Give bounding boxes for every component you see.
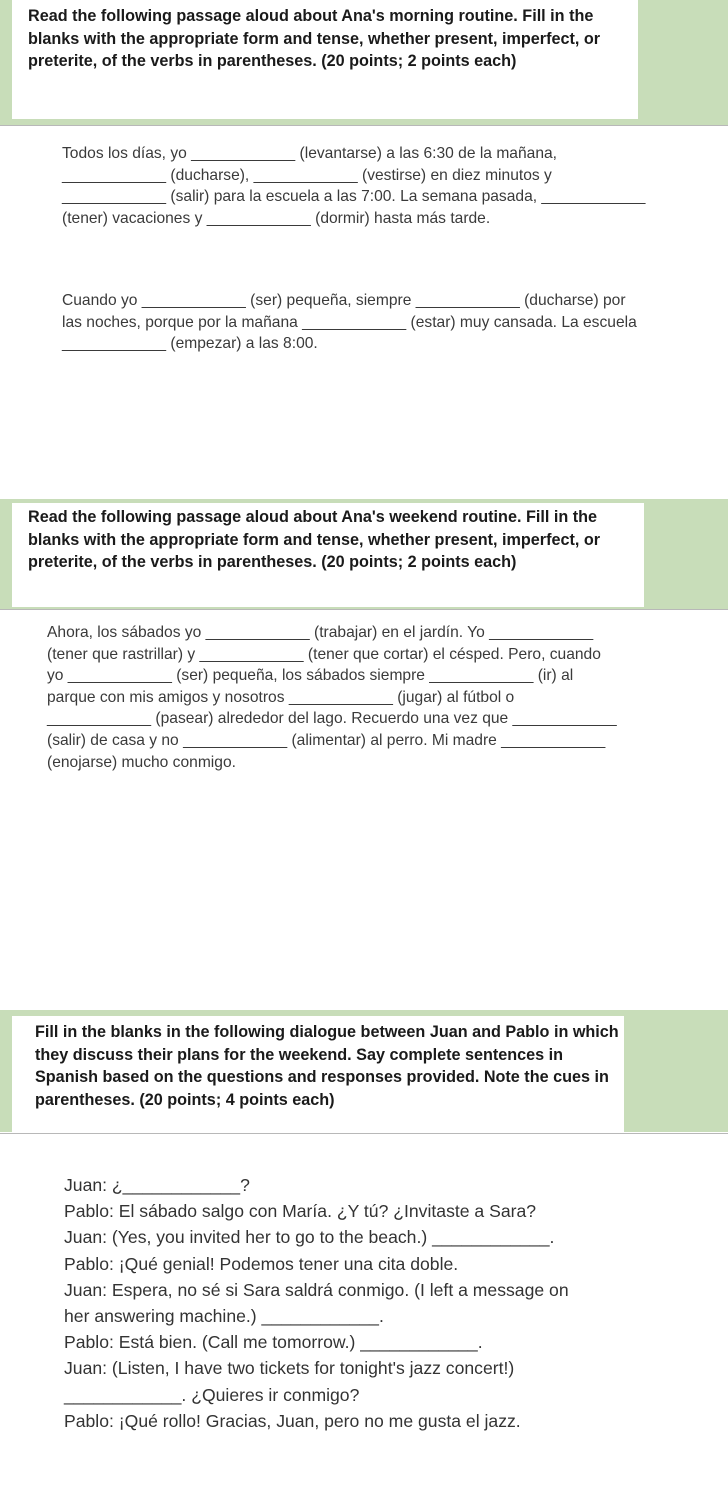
section3-header <box>0 1010 728 1132</box>
section3-divider <box>0 1133 728 1134</box>
section1-header <box>0 0 728 125</box>
section2-header <box>0 499 728 609</box>
dialogue-line: her answering machine.) ____________. <box>64 1306 384 1327</box>
section1-paragraph-2: Cuando yo ____________ (ser) pequeña, siempre ____________ (ducharse) por las noches, porque por la mañana ____________ (estar) muy cansada. La escuela ____________ (empezar) a las 8:00. <box>62 292 637 353</box>
dialogue-line: ____________. ¿Quieres ir conmigo? <box>64 1384 360 1405</box>
dialogue-line: Juan: Espera, no sé si Sara saldrá conmigo. (I left a message on <box>64 1279 569 1300</box>
dialogue-line: Juan: (Listen, I have two tickets for tonight's jazz concert!) <box>64 1358 515 1379</box>
section2-paragraph: Ahora, los sábados yo ____________ (trabajar) en el jardín. Yo ____________ (tener que rastrillar) y ____________ (tener que cortar) el césped. Pero, cuando yo ____________ (ser) pequeña, los sábados siempre ____________ (ir) al parque con mis amigos y nosotros ____________ (jugar) al fútbol o ____________ (pasear) alrededor del lago. Recuerdo una vez que ____________ (salir) de casa y no ____________ (alimentar) al perro. Mi madre ____________ (enojarse) mucho conmigo. <box>47 624 617 771</box>
dialogue-line: Pablo: El sábado salgo con María. ¿Y tú? ¿Invitaste a Sara? <box>64 1201 537 1222</box>
dialogue-line: Pablo: ¡Qué genial! Podemos tener una cita doble. <box>64 1253 459 1274</box>
section3-instructions: Fill in the blanks in the following dialogue between Juan and Pablo in which they discuss their plans for the weekend. Say complete sentences in Spanish based on the questions and responses provided. Note the cues in parentheses. (20 points; 4 points each) <box>12 1016 624 1132</box>
dialogue <box>64 1172 726 1434</box>
dialogue-line: Juan: ¿____________? <box>64 1175 250 1195</box>
section1-divider <box>0 125 728 126</box>
section2-divider <box>0 609 728 610</box>
dialogue-line: Pablo: Está bien. (Call me tomorrow.) ____________. <box>64 1332 483 1353</box>
dialogue-line: Pablo: ¡Qué rollo! Gracias, Juan, pero no me gusta el jazz. <box>64 1410 521 1431</box>
section1-instructions: Read the following passage aloud about Ana's morning routine. Fill in the blanks with the appropriate form and tense, whether present, imperfect, or preterite, of the verbs in parentheses. (20 points; 2 points each) <box>12 0 638 119</box>
section1-paragraph-1: Todos los días, yo ____________ (levantarse) a las 6:30 de la mañana, ____________ (ducharse), ____________ (vestirse) en diez minutos y ____________ (salir) para la escuela a las 7:00. La semana pasada, ____________ (tener) vacaciones y ____________ (dormir) hasta más tarde. <box>62 145 646 227</box>
dialogue-line: Juan: (Yes, you invited her to go to the beach.) ____________. <box>64 1227 555 1248</box>
section2-instructions: Read the following passage aloud about Ana's weekend routine. Fill in the blanks with the appropriate form and tense, whether present, imperfect, or preterite, of the verbs in parentheses. (20 points; 2 points each) <box>12 503 644 607</box>
